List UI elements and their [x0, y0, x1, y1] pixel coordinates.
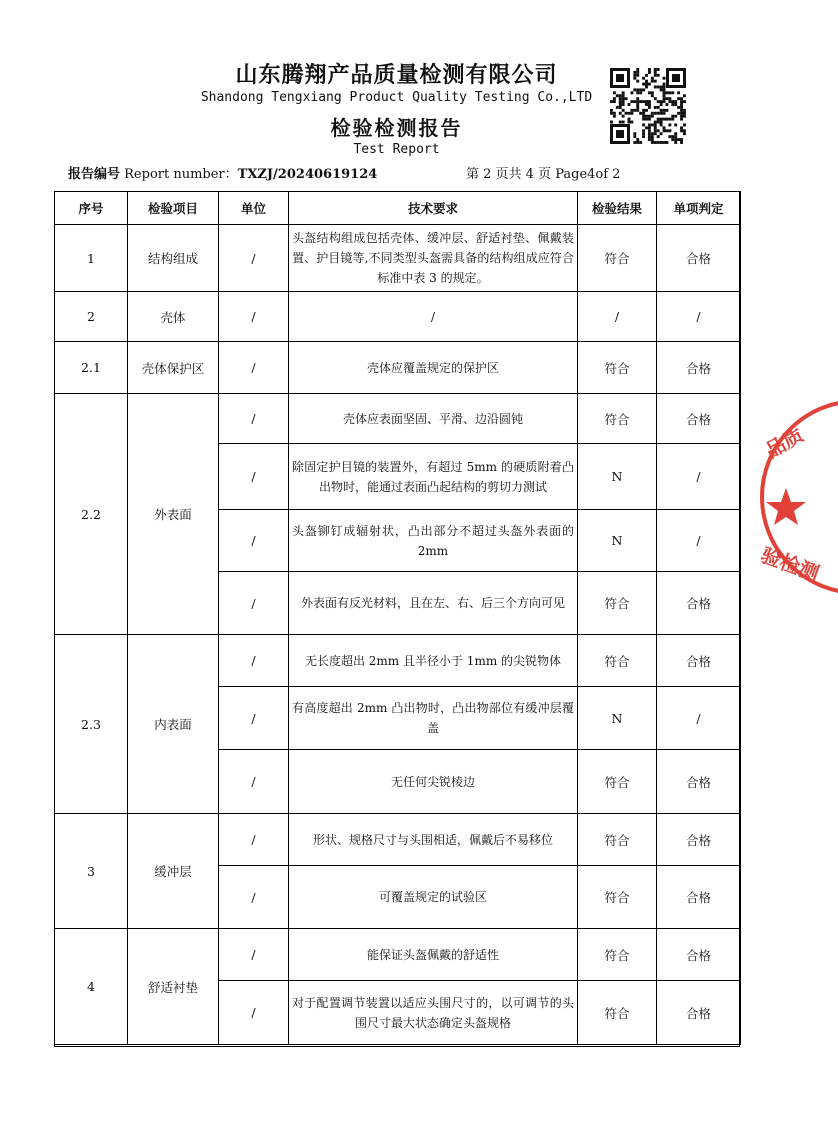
row-result: N — [578, 510, 657, 572]
table-row — [55, 814, 741, 866]
row-verdict: 合格 — [657, 342, 741, 394]
table-row — [55, 292, 741, 342]
header-verdict: 单项判定 — [657, 192, 741, 225]
row-verdict: 合格 — [657, 929, 741, 981]
row-unit: / — [219, 394, 289, 444]
table-row — [55, 342, 741, 394]
company-name-cn: 山东腾翔产品质量检测有限公司 — [235, 63, 558, 88]
row-result: 符合 — [578, 814, 657, 866]
row-verdict: 合格 — [657, 572, 741, 635]
row-requirement: 无任何尖锐棱边 — [289, 750, 578, 814]
row-unit: / — [219, 444, 289, 510]
row-requirement: 形状、规格尺寸与头围相适，佩戴后不易移位 — [289, 814, 578, 866]
row-unit: / — [219, 981, 289, 1045]
row-requirement: 外表面有反光材料，且在左、右、后三个方向可见 — [289, 572, 578, 635]
row-unit: / — [219, 814, 289, 866]
row-requirement: 对于配置调节装置以适应头围尺寸的，以可调节的头围尺寸最大状态确定头盔规格 — [289, 981, 578, 1045]
row-unit: / — [219, 225, 289, 292]
qr-code-icon — [608, 66, 688, 146]
row-result: 符合 — [578, 342, 657, 394]
row-requirement: 壳体应覆盖规定的保护区 — [289, 342, 578, 394]
row-verdict: / — [657, 687, 741, 750]
row-unit: / — [219, 866, 289, 929]
row-verdict: / — [657, 444, 741, 510]
report-number-line — [68, 163, 738, 181]
header-requirement: 技术要求 — [289, 192, 578, 225]
row-requirement: 除固定护目镜的装置外，有超过 5mm 的硬质附着凸出物时，能通过表面凸起结构的剪切力测试 — [289, 444, 578, 510]
row-requirement: 可覆盖规定的试验区 — [289, 866, 578, 929]
table-row — [55, 929, 741, 981]
row-no: 2.2 — [55, 394, 128, 635]
row-result: 符合 — [578, 866, 657, 929]
row-requirement: 头盔铆钉成辐射状，凸出部分不超过头盔外表面的 2mm — [289, 510, 578, 572]
row-verdict: 合格 — [657, 635, 741, 687]
page-info: 第 2 页共 4 页 Page4of 2 — [466, 167, 621, 182]
row-no: 2.3 — [55, 635, 128, 814]
row-item: 舒适衬垫 — [128, 929, 219, 1045]
row-unit: / — [219, 510, 289, 572]
row-unit: / — [219, 292, 289, 342]
row-result: 符合 — [578, 981, 657, 1045]
row-result: 符合 — [578, 635, 657, 687]
row-result: / — [578, 292, 657, 342]
report-number-label-cn: 报告编号 — [68, 167, 121, 182]
row-result: 符合 — [578, 225, 657, 292]
row-unit: / — [219, 342, 289, 394]
row-item: 外表面 — [128, 394, 219, 635]
table-header-row — [55, 192, 741, 225]
inspection-table — [54, 191, 741, 1045]
row-verdict: / — [657, 292, 741, 342]
table-row — [55, 225, 741, 292]
report-title-cn: 检验检测报告 — [330, 116, 463, 140]
report-number: TXZJ/20240619124 — [237, 167, 378, 182]
table-row — [55, 394, 741, 444]
row-result: N — [578, 687, 657, 750]
svg-text:品质: 品质 — [760, 422, 808, 464]
row-item: 内表面 — [128, 635, 219, 814]
row-requirement: 无长度超出 2mm 且半径小于 1mm 的尖锐物体 — [289, 635, 578, 687]
row-verdict: 合格 — [657, 750, 741, 814]
row-result: 符合 — [578, 572, 657, 635]
row-no: 2.1 — [55, 342, 128, 394]
row-result: N — [578, 444, 657, 510]
row-requirement: 能保证头盔佩戴的舒适性 — [289, 929, 578, 981]
row-unit: / — [219, 929, 289, 981]
row-result: 符合 — [578, 750, 657, 814]
header-item: 检验项目 — [128, 192, 219, 225]
header-unit: 单位 — [219, 192, 289, 225]
company-name-en: Shandong Tengxiang Product Quality Testing Co.,LTD — [200, 90, 593, 105]
row-result: 符合 — [578, 394, 657, 444]
row-verdict: 合格 — [657, 394, 741, 444]
row-requirement: 头盔结构组成包括壳体、缓冲层、舒适衬垫、佩戴装置、护目镜等,不同类型头盔需具备的结构组成应符合标准中表 3 的规定。 — [289, 225, 578, 292]
row-requirement: 壳体应表面坚固、平滑、边沿圆钝 — [289, 394, 578, 444]
row-verdict: 合格 — [657, 814, 741, 866]
row-verdict: 合格 — [657, 225, 741, 292]
row-unit: / — [219, 635, 289, 687]
row-verdict: 合格 — [657, 866, 741, 929]
official-seal-stamp — [758, 392, 838, 602]
row-item: 结构组成 — [128, 225, 219, 292]
row-unit: / — [219, 572, 289, 635]
row-no: 4 — [55, 929, 128, 1045]
row-requirement: / — [289, 292, 578, 342]
row-verdict: / — [657, 510, 741, 572]
header-result: 检验结果 — [578, 192, 657, 225]
row-unit: / — [219, 750, 289, 814]
row-verdict: 合格 — [657, 981, 741, 1045]
row-item: 壳体 — [128, 292, 219, 342]
row-no: 2 — [55, 292, 128, 342]
row-unit: / — [219, 687, 289, 750]
row-result: 符合 — [578, 929, 657, 981]
row-requirement: 有高度超出 2mm 凸出物时，凸出物部位有缓冲层覆盖 — [289, 687, 578, 750]
table-row — [55, 635, 741, 687]
svg-text:验检测: 验检测 — [757, 542, 823, 586]
row-no: 1 — [55, 225, 128, 292]
row-no: 3 — [55, 814, 128, 929]
report-title-en: Test Report — [353, 142, 440, 157]
row-item: 壳体保护区 — [128, 342, 219, 394]
row-item: 缓冲层 — [128, 814, 219, 929]
header-no: 序号 — [55, 192, 128, 225]
report-number-label-en: Report number： — [120, 167, 238, 182]
